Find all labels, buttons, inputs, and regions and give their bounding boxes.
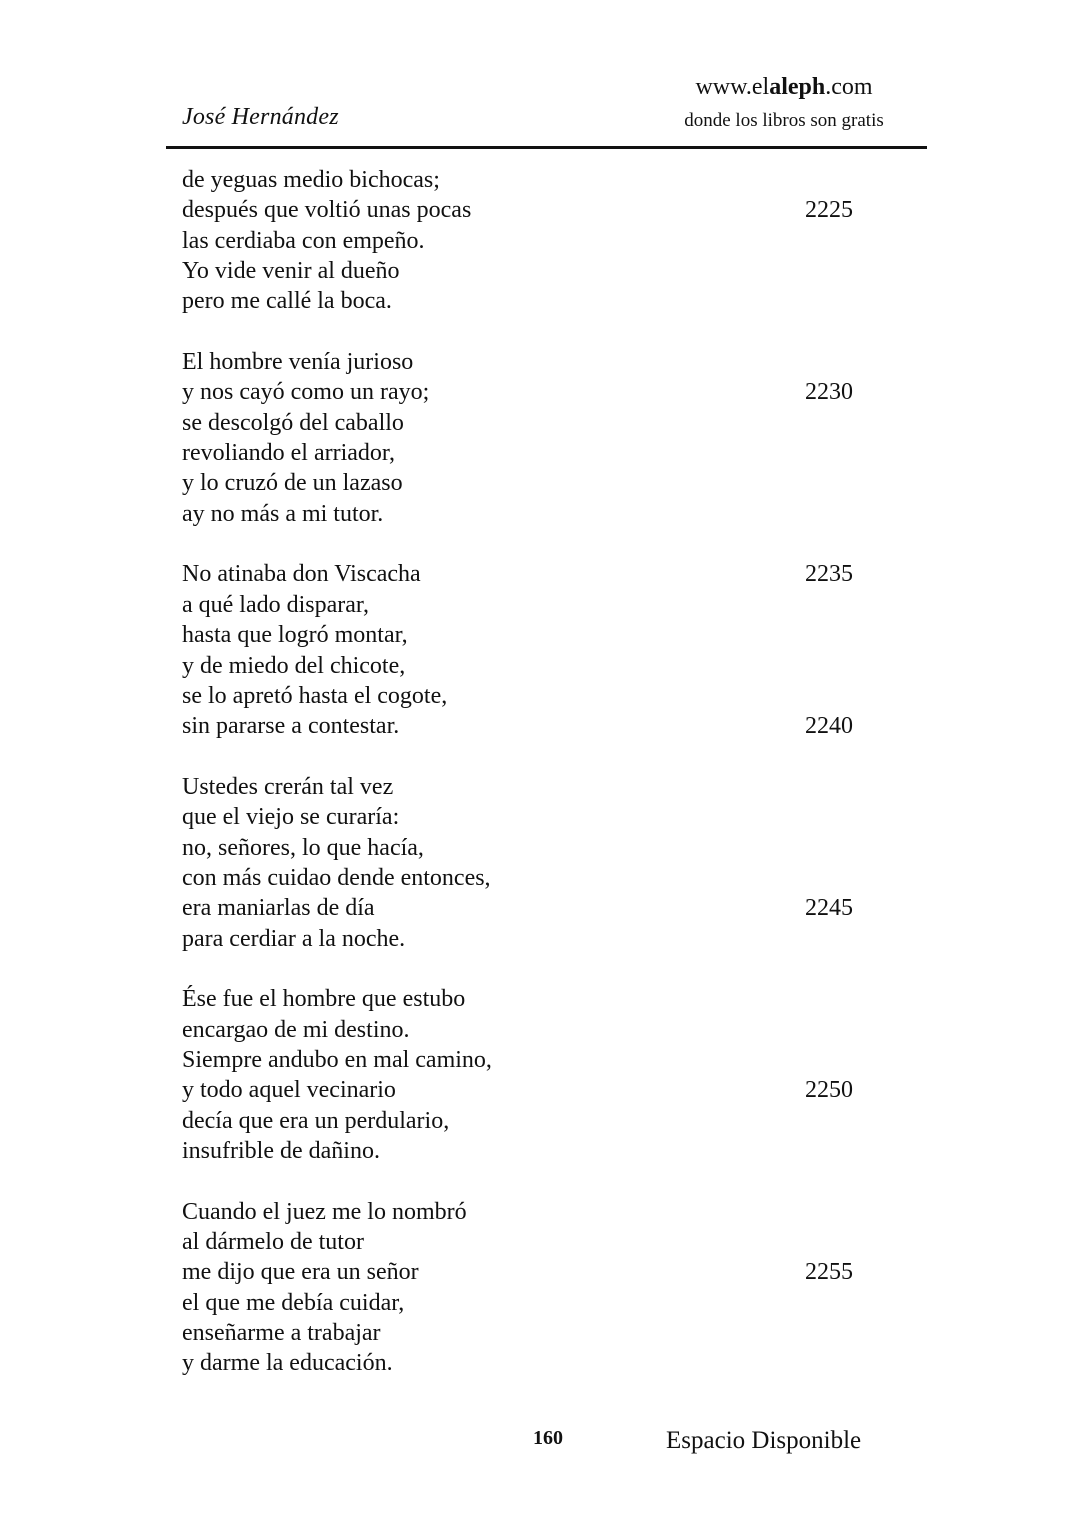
footer-note: Espacio Disponible: [666, 1427, 862, 1454]
verse-line: [182, 1348, 882, 1378]
verse-text: a qué lado disparar,: [182, 591, 369, 618]
verse-text: se lo apretó hasta el cogote,: [182, 682, 448, 709]
verse-line: [182, 226, 882, 256]
verse-line: [182, 1075, 882, 1105]
stanza-gap: [182, 317, 882, 347]
site-tagline: donde los libros son gratis: [684, 110, 884, 131]
stanza-gap: [182, 529, 882, 559]
verse-line: [182, 468, 882, 498]
stanza-gap: [182, 954, 882, 984]
line-number: 2240: [805, 713, 853, 740]
site-url-brand: aleph: [769, 74, 826, 100]
verse-line: [182, 438, 882, 468]
stanza-gap: [182, 742, 882, 772]
verse-line: [182, 499, 882, 529]
line-number: 2245: [805, 895, 853, 922]
stanza: [182, 772, 882, 984]
verse-line: [182, 651, 882, 681]
site-url-suffix: .com: [825, 74, 873, 100]
verse-text: después que voltió unas pocas: [182, 197, 472, 224]
verse-text: No atinaba don Viscacha: [182, 561, 421, 588]
verse-text: decía que era un perdulario,: [182, 1107, 450, 1134]
verse-text: revoliando el arriador,: [182, 440, 395, 467]
stanza: [182, 1197, 882, 1379]
verse-line: [182, 711, 882, 741]
header-rule: [166, 146, 927, 149]
verse-line: [182, 1288, 882, 1318]
verse-text: encargao de mi destino.: [182, 1016, 410, 1043]
verse-text: y de miedo del chicote,: [182, 652, 406, 679]
verse-line: [182, 863, 882, 893]
verse-text: Ustedes crerán tal vez: [182, 773, 394, 800]
verse-line: [182, 377, 882, 407]
verse-line: [182, 1015, 882, 1045]
verse-line: [182, 1136, 882, 1166]
verse-text: las cerdiaba con empeño.: [182, 227, 425, 254]
verse-text: era maniarlas de día: [182, 895, 375, 922]
verse-line: [182, 833, 882, 863]
line-number: 2225: [805, 197, 853, 224]
verse-text: y nos cayó como un rayo;: [182, 379, 430, 406]
verse-line: [182, 984, 882, 1014]
verse-line: [182, 165, 882, 195]
verse-text: Ése fue el hombre que estubo: [182, 986, 466, 1013]
verse-text: ay no más a mi tutor.: [182, 500, 384, 527]
site-url: [640, 74, 928, 101]
stanza: [182, 347, 882, 559]
verse-text: El hombre venía jurioso: [182, 349, 414, 376]
verse-text: sin pararse a contestar.: [182, 713, 400, 740]
verse-text: no, señores, lo que hacía,: [182, 834, 424, 861]
verse-text: pero me callé la boca.: [182, 288, 392, 315]
verse-text: con más cuidao dende entonces,: [182, 864, 491, 891]
author-name: José Hernández: [182, 104, 339, 130]
verse-text: Siempre andubo en mal camino,: [182, 1046, 492, 1073]
verse-text: y lo cruzó de un lazaso: [182, 470, 403, 497]
verse-text: se descolgó del caballo: [182, 409, 404, 436]
verse-line: [182, 195, 882, 225]
verse-text: enseñarme a trabajar: [182, 1320, 381, 1347]
verse-line: [182, 347, 882, 377]
verse-text: que el viejo se curaría:: [182, 804, 400, 831]
line-number: 2230: [805, 379, 853, 406]
stanza-gap: [182, 1166, 882, 1196]
verse-line: [182, 772, 882, 802]
verse-text: Yo vide venir al dueño: [182, 258, 400, 285]
verse-text: y todo aquel vecinario: [182, 1077, 396, 1104]
verse-line: [182, 924, 882, 954]
verse-text: insufrible de dañino.: [182, 1138, 380, 1164]
verse-text: y darme la educación.: [182, 1350, 393, 1377]
verse-line: [182, 256, 882, 286]
verse-line: [182, 1045, 882, 1075]
verse-text: para cerdiar a la noche.: [182, 925, 406, 952]
verse-line: [182, 1227, 882, 1257]
verse-line: [182, 1106, 882, 1136]
verse-line: [182, 1257, 882, 1287]
stanza: [182, 984, 882, 1196]
stanza: [182, 165, 882, 347]
site-url-prefix: www.el: [695, 74, 770, 100]
verse-line: [182, 893, 882, 923]
verse-line: [182, 1318, 882, 1348]
verse-text: el que me debía cuidar,: [182, 1289, 405, 1316]
verse-line: [182, 802, 882, 832]
verse-text: hasta que logró montar,: [182, 622, 408, 649]
page-number: 160: [533, 1427, 563, 1449]
verse-text: al dármelo de tutor: [182, 1229, 364, 1256]
verse-line: [182, 620, 882, 650]
verse-text: Cuando el juez me lo nombró: [182, 1198, 467, 1225]
line-number: 2235: [805, 561, 853, 588]
line-number: 2255: [805, 1259, 853, 1286]
stanza: [182, 559, 882, 771]
verse-text: de yeguas medio bichocas;: [182, 167, 440, 193]
verse-line: [182, 681, 882, 711]
verse-line: [182, 1197, 882, 1227]
verse-line: [182, 286, 882, 316]
verse-line: [182, 408, 882, 438]
verse-line: [182, 559, 882, 589]
verse-text: me dijo que era un señor: [182, 1259, 419, 1286]
line-number: 2250: [805, 1077, 853, 1104]
poem-body: [182, 165, 882, 1379]
verse-line: [182, 590, 882, 620]
